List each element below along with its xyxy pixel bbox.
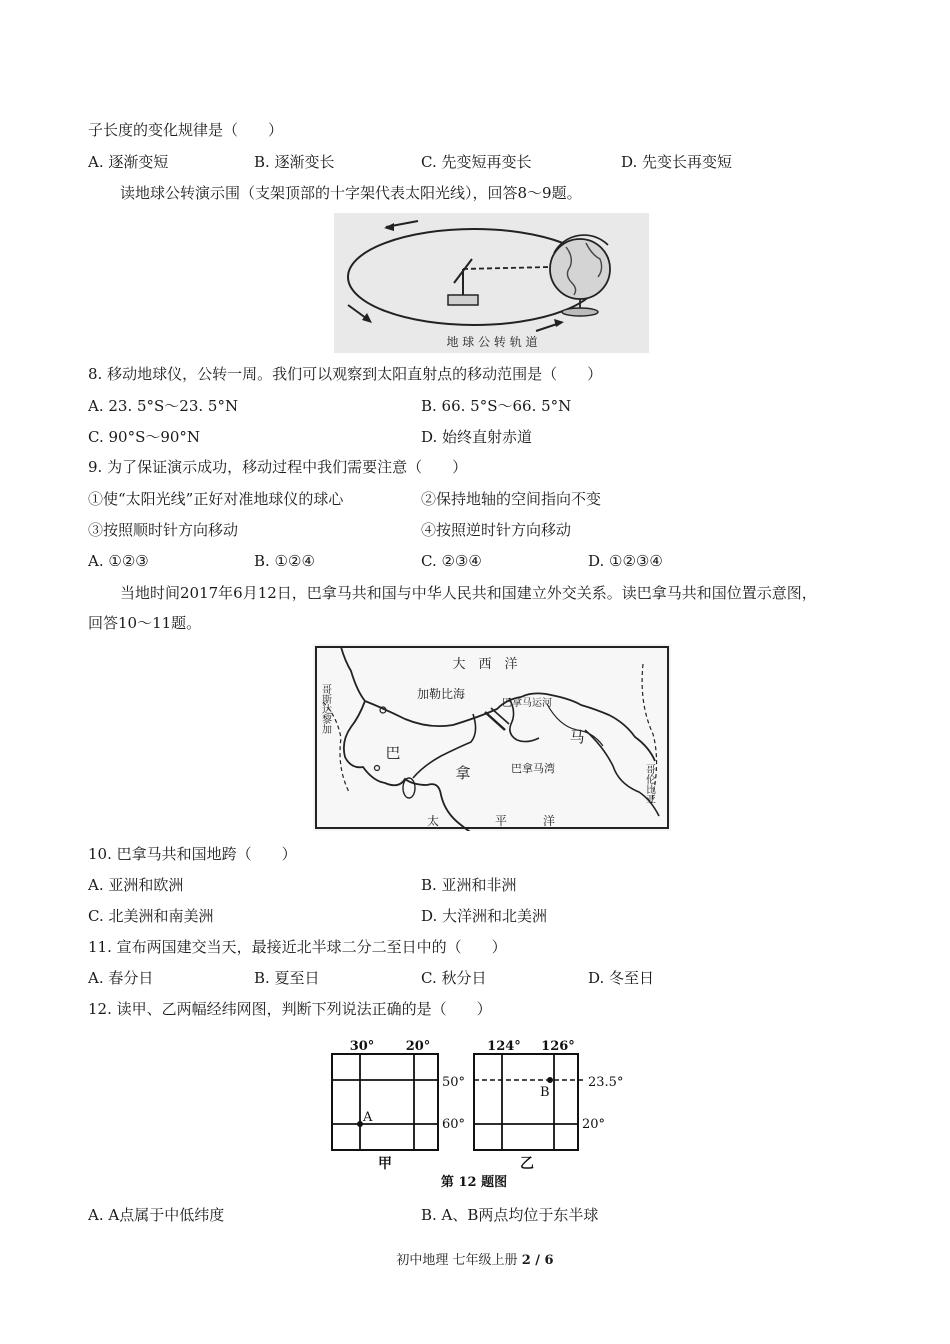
q9-statement-3: ③按照顺时针方向移动 [88,521,239,539]
q9-option-b: B. ①②④ [254,552,315,570]
q10-option-c: C. 北美洲和南美洲 [88,907,214,925]
q7-stem-tail: 子长度的变化规律是（ ） [88,121,284,139]
q8-stem: 8. 移动地球仪，公转一周。我们可以观察到太阳直射点的移动范围是（ ） [88,365,603,383]
graticule-figure [330,1034,630,1194]
map-label-pa: 巴 [385,744,401,762]
q9-statement-1: ①使“太阳光线”正好对准地球仪的球心 [88,490,344,508]
jia-name: 甲 [378,1156,392,1172]
yi-lon-left: 124° [487,1039,521,1054]
yi-lat-top: 23.5° [588,1075,624,1090]
point-b-label: B [540,1085,550,1100]
page-footer [0,1249,950,1268]
q12-option-a: A. A点属于中低纬度 [88,1206,225,1224]
q8-option-d: D. 始终直射赤道 [421,428,533,446]
jia-lon-left: 30° [349,1039,375,1054]
map-label-costa-rica: 哥斯达黎加 [319,684,331,734]
map-label-pacific-2: 平 [494,814,508,828]
yi-name: 乙 [520,1156,534,1172]
map-label-pacific-3: 洋 [542,814,556,828]
jia-lon-right: 20° [405,1039,431,1054]
q12-stem: 12. 读甲、乙两幅经纬网图，判断下列说法正确的是（ ） [88,1000,492,1018]
q10-option-a: A. 亚洲和欧洲 [88,876,184,894]
map-label-gulf: 巴拿马湾 [511,762,555,775]
q9-stem: 9. 为了保证演示成功，移动过程中我们需要注意（ ） [88,458,468,476]
map-label-na: 拿 [455,764,471,782]
q9-statement-4: ④按照逆时针方向移动 [421,521,572,539]
q11-option-c: C. 秋分日 [421,969,487,987]
graticule-caption: 第 12 题图 [440,1175,508,1190]
map-label-colombia: 哥伦比亚 [643,764,655,804]
q10-stem: 10. 巴拿马共和国地跨（ ） [88,845,297,863]
intro-10-11-line1: 当地时间2017年6月12日，巴拿马共和国与中华人民共和国建立外交关系。读巴拿马共和国位置示意图， [120,584,817,602]
yi-lat-bottom: 20° [582,1117,606,1132]
intro-10-11-line2: 回答10～11题。 [88,614,202,632]
jia-lat-top: 50° [442,1075,466,1090]
intro-8-9: 读地球公转演示围（支架顶部的十字架代表太阳光线），回答8～9题。 [120,184,582,202]
q11-option-b: B. 夏至日 [254,969,320,987]
q10-option-d: D. 大洋洲和北美洲 [421,907,548,925]
q8-option-b: B. 66. 5°S～66. 5°N [421,397,572,415]
jia-lat-bottom: 60° [442,1117,466,1132]
q7-option-d: D. 先变长再变短 [621,153,733,171]
map-label-pacific-1: 太 [426,814,440,828]
q11-option-a: A. 春分日 [88,969,154,987]
point-a-label: A [363,1110,373,1125]
q12-option-b: B. A、B两点均位于东半球 [421,1206,599,1224]
page-number: 2 / 6 [521,1253,554,1268]
q10-option-b: B. 亚洲和非洲 [421,876,517,894]
q11-option-d: D. 冬至日 [588,969,655,987]
q7-option-a: A. 逐渐变短 [88,153,169,171]
q9-option-c: C. ②③④ [421,552,482,570]
q7-option-c: C. 先变短再变长 [421,153,532,171]
q9-option-a: A. ①②③ [88,552,149,570]
footer-text: 初中地理 七年级上册 [396,1253,522,1268]
map-label-canal: 巴拿马运河 [502,698,552,709]
q8-option-a: A. 23. 5°S～23. 5°N [88,397,239,415]
orbit-figure [334,213,649,353]
map-label-ma: 马 [569,728,585,746]
panama-map [313,644,671,831]
yi-lon-right: 126° [541,1039,575,1054]
map-label-atlantic: 大 西 洋 [452,657,518,672]
q11-stem: 11. 宣布两国建交当天，最接近北半球二分二至日中的（ ） [88,938,507,956]
q8-option-c: C. 90°S～90°N [88,428,201,446]
q9-statement-2: ②保持地轴的空间指向不变 [421,490,602,508]
q9-option-d: D. ①②③④ [588,552,663,570]
orbit-caption: 地 球 公 转 轨 道 [446,335,538,349]
q7-option-b: B. 逐渐变长 [254,153,335,171]
map-label-caribbean: 加勒比海 [416,687,466,701]
